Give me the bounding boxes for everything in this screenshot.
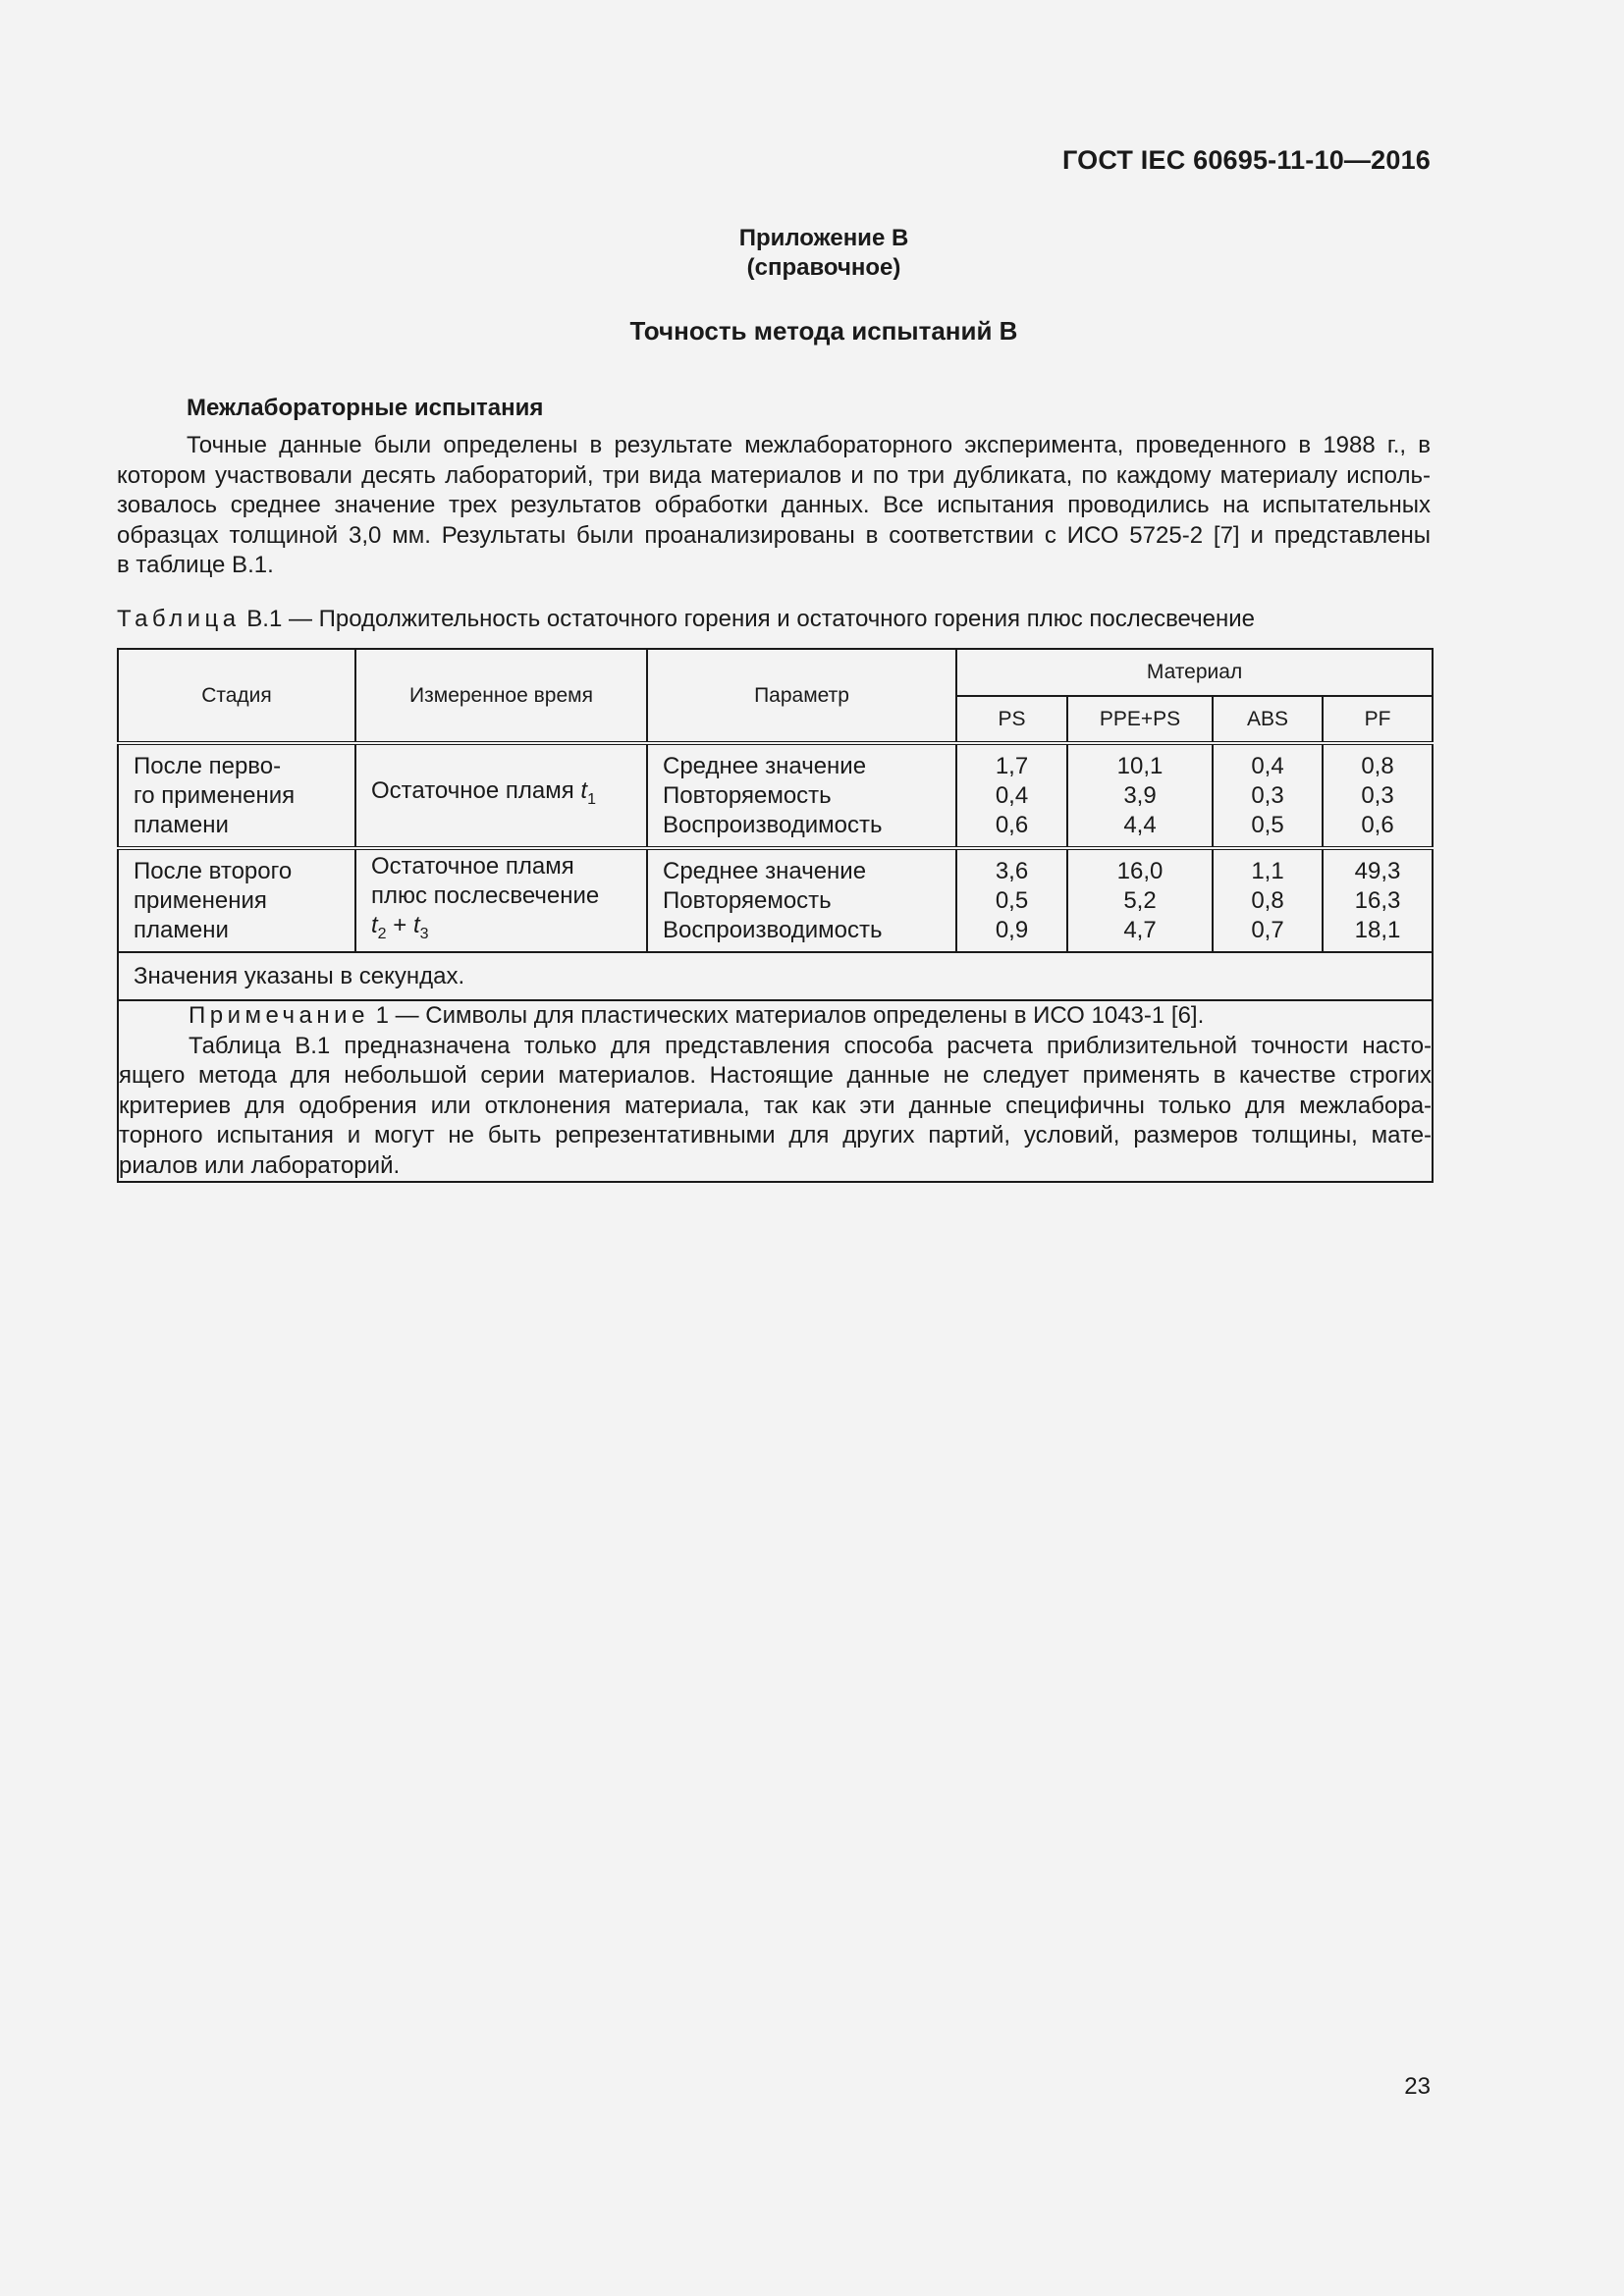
value: 0,6 <box>995 811 1029 838</box>
header-material-ps: PS <box>956 696 1067 743</box>
header-measured-time: Измеренное время <box>355 649 647 743</box>
stage-cell <box>118 743 355 848</box>
note-label: Примечание <box>189 1002 369 1029</box>
value: 0,6 <box>1361 811 1394 838</box>
appendix-title-block <box>0 224 1624 283</box>
value: 0,4 <box>1251 752 1284 779</box>
value: 10,1 <box>1116 752 1164 779</box>
note-line: риалов или лабораторий. <box>119 1151 401 1179</box>
value: 0,5 <box>995 886 1029 914</box>
note-line-1 <box>119 1001 1432 1032</box>
value: 0,3 <box>1251 781 1284 809</box>
time-formula <box>371 911 646 949</box>
value: 0,5 <box>1251 811 1284 838</box>
value: 0,3 <box>1361 781 1394 809</box>
table-caption <box>117 606 1255 633</box>
value: 4,7 <box>1123 916 1157 943</box>
paragraph-line: зовалось среднее значение трех результатов обработки данных. Все испытания проводились на испытательных <box>117 492 1431 518</box>
paragraph-line: в таблице В.1. <box>117 552 274 578</box>
value: 1,7 <box>995 752 1029 779</box>
data-table <box>117 648 1434 1183</box>
note-line: Таблица В.1 предназначена только для представления способа расчета приблизительной точности насто- <box>189 1032 1433 1059</box>
table-note-row <box>118 1000 1433 1182</box>
time-subscript: 2 <box>377 926 387 942</box>
paragraph-line: Точные данные были определены в результате межлабораторного эксперимента, проведенного в 1988 г., в <box>187 432 1431 458</box>
table-header-row <box>118 649 1433 696</box>
page-number: 23 <box>1404 2073 1431 2100</box>
header-material-ppe-ps: PPE+PS <box>1067 696 1213 743</box>
time-subscript: 1 <box>587 791 596 808</box>
measured-time-text: Остаточное пламя <box>371 777 581 804</box>
value: 0,8 <box>1251 886 1284 914</box>
value: 0,8 <box>1361 752 1394 779</box>
table-row <box>118 743 1433 848</box>
paragraph-line: котором участвовали десять лабораторий, три вида материалов и по три дубликата, по каждому материалу исполь- <box>117 461 1431 489</box>
plus-operator: + <box>386 912 413 938</box>
parameter-cell <box>647 743 956 848</box>
parameter-line: Повторяемость <box>663 886 832 914</box>
header-material-abs: ABS <box>1213 696 1323 743</box>
parameter-line: Воспроизводимость <box>663 811 883 838</box>
stage-cell <box>118 848 355 952</box>
note-line: критериев для одобрения или отклонения материала, так как эти данные специфичны только для межлабора- <box>119 1092 1433 1119</box>
note-line: торного испытания и могут не быть репрезентативными для других партий, условий, размеров толщины, мате- <box>119 1122 1433 1148</box>
time-subscript: 3 <box>419 926 429 942</box>
table-caption-prefix: Таблица <box>117 606 241 632</box>
value-cell-pf <box>1323 848 1433 952</box>
value: 4,4 <box>1123 811 1157 838</box>
value-cell-pf <box>1323 743 1433 848</box>
section-heading: Точность метода испытаний В <box>629 316 1018 346</box>
value: 5,2 <box>1123 886 1157 914</box>
note-line: ящего метода для небольшой серии материалов. Настоящие данные не следует применять в качестве строгих <box>119 1062 1433 1089</box>
value: 0,4 <box>995 781 1029 809</box>
stage-line: После второго <box>134 857 293 884</box>
table-units-row <box>118 952 1433 1000</box>
table-caption-text: В.1 — Продолжительность остаточного горения и остаточного горения плюс послесвечение <box>240 606 1255 632</box>
measured-time-line: Остаточное пламя <box>371 853 574 880</box>
value: 16,3 <box>1354 886 1401 914</box>
paragraph-line: образцах толщиной 3,0 мм. Результаты были проанализированы в соответствии с ИСО 5725-2 [7] и представлены <box>117 521 1431 549</box>
table-note <box>118 1000 1433 1182</box>
stage-line: применения <box>134 886 267 914</box>
table-row <box>118 848 1433 952</box>
intro-paragraph <box>117 431 1431 581</box>
header-stage: Стадия <box>118 649 355 743</box>
parameter-cell <box>647 848 956 952</box>
time-variable: t <box>412 912 420 938</box>
value: 16,0 <box>1116 857 1164 884</box>
stage-line: пламени <box>134 916 229 943</box>
note-text: 1 — Символы для пластических материалов определены в ИСО 1043-1 [6]. <box>368 1002 1205 1029</box>
stage-line: После перво- <box>134 752 282 779</box>
value-cell-ps <box>956 848 1067 952</box>
value: 0,9 <box>995 916 1029 943</box>
parameter-line: Среднее значение <box>663 857 867 884</box>
value-cell-abs <box>1213 743 1323 848</box>
parameter-line: Повторяемость <box>663 781 832 809</box>
value: 49,3 <box>1354 857 1401 884</box>
time-variable: t <box>580 777 588 804</box>
parameter-line: Среднее значение <box>663 752 867 779</box>
stage-line: го применения <box>134 781 296 809</box>
header-material-pf: PF <box>1323 696 1433 743</box>
value-cell-ppe-ps <box>1067 848 1213 952</box>
measured-time-cell <box>355 848 647 952</box>
stage-line: пламени <box>134 811 229 838</box>
value-cell-ppe-ps <box>1067 743 1213 848</box>
value: 18,1 <box>1354 916 1401 943</box>
appendix-title: Приложение В <box>738 225 909 251</box>
value: 0,7 <box>1251 916 1284 943</box>
value-cell-ps <box>956 743 1067 848</box>
time-variable: t <box>371 912 378 938</box>
value-cell-abs <box>1213 848 1323 952</box>
value: 1,1 <box>1251 857 1284 884</box>
parameter-line: Воспроизводимость <box>663 916 883 943</box>
units-note: Значения указаны в секундах. <box>118 952 1433 1000</box>
document-code: ГОСТ IEC 60695-11-10—2016 <box>1062 145 1431 175</box>
header-parameter: Параметр <box>647 649 956 743</box>
measured-time-cell <box>355 743 647 848</box>
value: 3,9 <box>1123 781 1157 809</box>
subheading: Межлабораторные испытания <box>187 395 544 421</box>
measured-time-line: плюс послесвечение <box>371 882 600 909</box>
appendix-subtitle: (справочное) <box>746 254 901 281</box>
header-material: Материал <box>956 649 1433 696</box>
value: 3,6 <box>995 857 1029 884</box>
